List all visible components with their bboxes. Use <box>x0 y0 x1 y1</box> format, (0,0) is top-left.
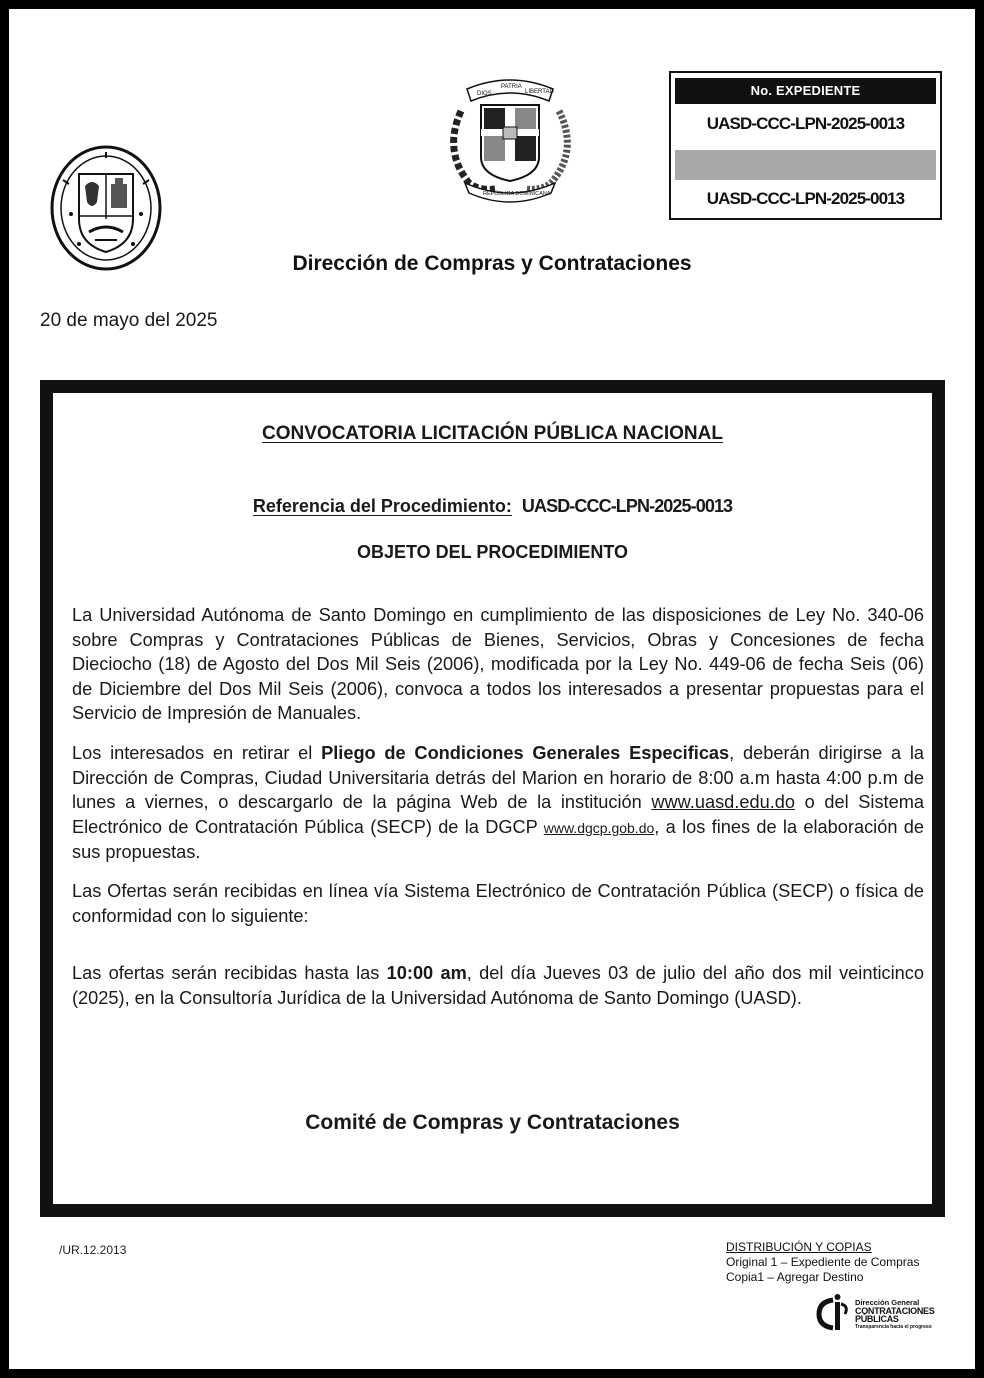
dgcp-logo-line-1: Dirección General <box>855 1298 920 1307</box>
paragraph-pliego <box>72 741 924 865</box>
object-heading: OBJETO DEL PROCEDIMIENTO <box>356 542 629 562</box>
coat-motto-3: LIBERTAD <box>525 89 554 95</box>
dgcp-logo-line-4: Transparencia hacia el progreso <box>855 1324 932 1330</box>
form-code: /UR.12.2013 <box>59 1243 127 1257</box>
distribution-title: DISTRIBUCIÓN Y COPIAS <box>726 1240 872 1254</box>
distribution-line-1: Original 1 – Expediente de Compras <box>726 1255 920 1269</box>
coat-banner: REPÚBLICA DOMINICANA <box>483 191 551 197</box>
distribution-line-2: Copia1 – Agregar Destino <box>726 1270 864 1284</box>
dgcp-website-link[interactable]: www.dgcp.gob.do <box>543 819 655 836</box>
uasd-website-link[interactable]: www.uasd.edu.do <box>651 792 795 812</box>
expediente-number-repeat: UASD-CCC-LPN-2025-0013 <box>706 189 905 208</box>
paragraph-ofertas: Las Ofertas serán recibidas en línea vía Sistema Electrónico de Contratación Pública (SECP) o física de conformidad con lo siguiente: <box>72 881 924 926</box>
dgcp-logo-text <box>855 1299 934 1331</box>
document-date: 20 de mayo del 2025 <box>40 310 218 331</box>
reference-line <box>53 496 932 517</box>
notice-title-text: CONVOCATORIA LICITACIÓN PÚBLICA NACIONAL <box>262 423 723 444</box>
notice-title <box>53 423 932 445</box>
paragraph-pliego-part-b: , deberán dirigirse a la Dirección de Compras, Ciudad Universitaria detrás del Marion en horario de 8:00 a.m hasta 4:00 p.m de lunes a viernes, o descargarlo de la página Web de la institución <box>72 743 924 812</box>
paragraph-pliego-part-a: Los interesados en retirar el <box>72 743 322 763</box>
paragraph-pliego-part-c: o del Sistema Electrónico de Contratación Pública (SECP) de la DGCP <box>72 792 924 837</box>
committee-signature: Comité de Compras y Contrataciones <box>305 1111 680 1134</box>
notice-body <box>53 393 932 1204</box>
deadline-time: 10:00 am <box>386 963 467 983</box>
coat-motto-1: DIOS <box>477 91 492 97</box>
paragraph-deadline <box>72 961 924 1010</box>
paragraph-pliego-part-d: , a los fines de la elaboración de sus propuestas. <box>72 816 924 862</box>
dgcp-logo-icon <box>815 1294 853 1334</box>
paragraph-intro: La Universidad Autónoma de Santo Domingo en cumplimiento de las disposiciones de Ley No. 340-06 sobre Compras y Contrataciones Públicas de Bienes, Servicios, Obras y Concesiones de fecha Dieciocho (18) de Agosto del Dos Mil Seis (2006), modificada por la Ley No. 449-06 de fecha Seis (06) de Diciembre del Dos Mil Seis (2006), convoca a todos los interesados a presentar propuestas para el Servicio de Impresión de Manuales. <box>72 605 924 723</box>
pliego-bold: Pliego de Condiciones Generales Especificas <box>321 743 730 763</box>
document-page <box>9 9 975 1369</box>
distribution-block <box>726 1240 919 1285</box>
reference-code: UASD-CCC-LPN-2025-0013 <box>521 496 733 516</box>
expediente-box <box>669 71 942 220</box>
paragraph-deadline-part-b: , del día Jueves 03 de julio del año dos mil veinticinco (2025), en la Consultoría Jurídica de la Universidad Autónoma de Santo Domingo (UASD). <box>72 963 924 1008</box>
coat-motto-2: PATRIA <box>501 84 522 90</box>
expediente-number: UASD-CCC-LPN-2025-0013 <box>706 114 905 133</box>
expediente-grey-band <box>675 150 936 180</box>
department-title: Dirección de Compras y Contrataciones <box>292 252 692 275</box>
notice-frame <box>40 380 945 1217</box>
paragraph-deadline-part-a: Las ofertas serán recibidas hasta las <box>72 963 387 983</box>
expediente-label: No. EXPEDIENTE <box>675 78 936 104</box>
dgcp-logo <box>815 1294 935 1334</box>
dgcp-logo-line-3: PÚBLICAS <box>855 1314 899 1324</box>
reference-label: Referencia del Procedimiento: <box>252 496 512 516</box>
dgcp-logo-line-2: CONTRATACIONES <box>855 1306 935 1316</box>
dominican-coat-of-arms-icon <box>439 71 581 207</box>
